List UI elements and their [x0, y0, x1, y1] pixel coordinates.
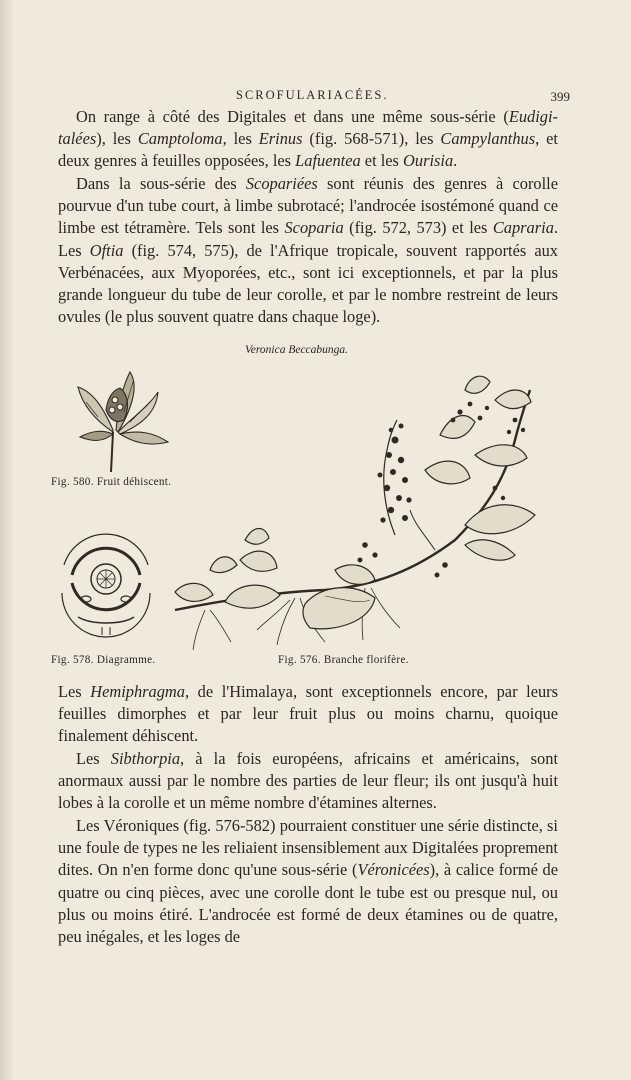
paragraph-veroniques [58, 815, 558, 948]
text-run: , à la fois européens, africains et américains, sont anormaux aussi par le nombre des parties de leur fleur; ils ont jusqu'à huit lobes à la corolle et un même nombre d'étamines alternes. [58, 749, 558, 813]
text-run: Les [76, 749, 111, 768]
genus-name: Erinus [258, 129, 303, 149]
genus-name: Hemiphragma [90, 682, 185, 701]
genus-name: Scoparia [284, 218, 344, 238]
genus-name: Sibthorpia [110, 749, 181, 768]
floral-diagram-illustration [52, 525, 162, 645]
text-run: , les [222, 129, 259, 149]
text-run: Les Véroniques (fig. 576-582) pourraient constituer une série distincte, si une foule de types ne les reliaient insensiblement aux Digitalées proprement dites. On n'en forme donc qu'une sous-série ( [58, 816, 558, 880]
genus-name: Lafuentea [295, 151, 361, 171]
gutter-shadow [0, 0, 14, 1080]
text-run: (fig. 572, 573) et les [343, 218, 493, 238]
figure-plate [50, 340, 570, 670]
page-header [70, 88, 570, 106]
text-run: On range à côté des Digitales et dans une même sous-série ( [76, 107, 509, 126]
dehiscent-fruit-illustration [58, 362, 178, 482]
text-run: et les [360, 151, 404, 171]
page-number: 399 [550, 89, 570, 104]
paragraph-sibthorpia [58, 748, 558, 815]
text-run: Dans la sous-série des [76, 174, 246, 193]
genus-name: Ourisia [403, 151, 454, 171]
caption-fig-580: Fig. 580. Fruit déhiscent. [51, 476, 172, 488]
text-run: . Les [58, 218, 558, 260]
text-run: Les [58, 682, 91, 701]
text-run: sont réunis des genres à corolle pourvue d'un tube court, à limbe subrotacé; l'androcée isostémoné quand ce limbe est tétramère. Tels sont les [58, 174, 558, 238]
paragraph-digitales [58, 106, 558, 173]
genus-name: Scopariées [245, 174, 318, 193]
genus-name: Eudigi-talées [58, 107, 558, 149]
paragraph-hemiphragma [58, 681, 558, 748]
text-run: ), les [96, 129, 138, 149]
text-run: , et deux genres à feuilles opposées, les [58, 129, 558, 171]
genus-name: Camptoloma [137, 129, 223, 149]
text-run: . [453, 151, 458, 171]
figure-title: Veronica Beccabunga. [245, 344, 349, 356]
text-run: , de l'Himalaya, sont exceptionnels encore, par leurs feuilles dimorphes et par leur fruit plus ou moins charnu, quoique finalement déhiscent. [58, 682, 558, 746]
genus-name: Véronicées [357, 860, 430, 880]
text-run: (fig. 568-571), les [302, 129, 441, 149]
genus-name: Oftia [89, 240, 124, 260]
running-title: SCROFULARIACÉES. [236, 88, 389, 102]
text-run: (fig. 574, 575), de l'Afrique tropicale, souvent rapportés aux Verbénacées, aux Myoporées, etc., sont ici exceptionnels, et par la plus grande longueur du tube de leur corolle, et par le nombre restreint de leurs ovules (le plus souvent quatre dans chaque loge). [58, 240, 559, 327]
genus-name: Campylanthus [440, 129, 536, 149]
caption-fig-576: Fig. 576. Branche florifère. [278, 654, 409, 666]
text-run: ), à calice formé de quatre ou cinq pièces, avec une corolle dont le tube est ou presque nul, ou plus ou moins étiré. L'androcée est formé de deux étamines ou de quatre, peu inégales, et les loges de [58, 860, 558, 947]
flowering-branch-illustration [165, 360, 565, 670]
paragraph-scopariees [58, 173, 558, 328]
genus-name: Capraria [492, 218, 554, 238]
caption-fig-578: Fig. 578. Diagramme. [51, 654, 156, 666]
